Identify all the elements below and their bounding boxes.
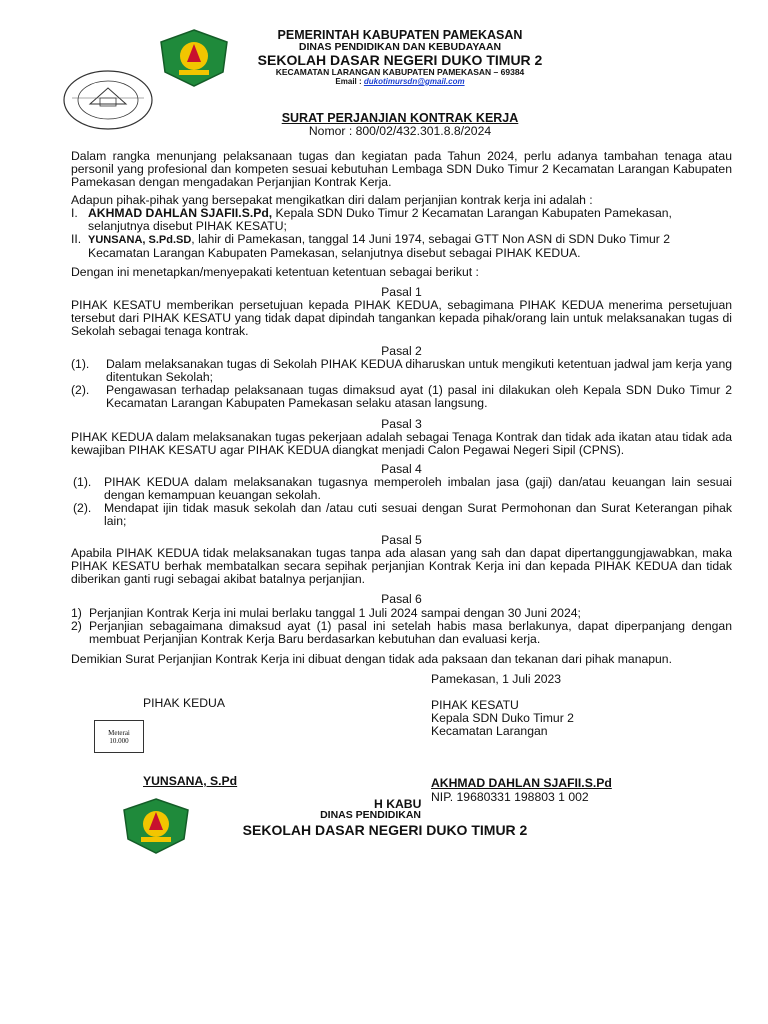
pasal-4-item-1-number: (1). — [73, 475, 92, 489]
party2-number: II. — [71, 232, 82, 246]
right-signer-name: AKHMAD DAHLAN SJAFII.S.Pd — [431, 776, 612, 790]
pasal-2-item-2-number: (2). — [71, 383, 90, 397]
pasal-2-item-1-number: (1). — [71, 357, 90, 371]
header-email: Email : dukotimursdn@gmail.com — [335, 77, 465, 86]
pasal-6-item-2-text: Perjanjian sebagaimana dimaksud ayat (1) pasal ini setelah habis masa berlakunya, dapat diperpanjang dengan membuat Perjanjian Kontrak Kerja Baru berdasarkan kebutuhan dan evaluasi kerja. — [89, 619, 732, 647]
pasal-4-title: Pasal 4 — [381, 462, 422, 476]
right-signer-nip: NIP. 19680331 198803 1 002 — [431, 790, 589, 804]
pasal-2-item-1-text: Dalam melaksanakan tugas di Sekolah PIHAK KEDUA diharuskan untuk mengikuti ketentuan jadwal jam kerja yang ditentukan Sekolah; — [106, 357, 732, 385]
pasal-2-item-2-text: Pengawasan terhadap pelaksanaan tugas dimaksud ayat (1) pasal ini dilakukan oleh Kepala SDN Duko Timur 2 Kecamatan Larangan Kabupaten Pamekasan selaku atasan langsung. — [106, 383, 732, 411]
pasal-1-text: PIHAK KESATU memberikan persetujuan kepada PIHAK KEDUA, sebagimana PIHAK KEDUA menerima persetujuan tersebut dari PIHAK KESATU yang tidak dapat dipindah tangankan kepada pihak/orang lain untuk melaksanakan tugas di Sekolah sebagai tenaga kontrak. — [71, 298, 732, 339]
party2-text: YUNSANA, S.Pd.SD, lahir di Pamekasan, tanggal 14 Juni 1974, sebagai GTT Non ASN di SDN Duko Timur 2 Kecamatan Larangan Kabupaten Pamekasan, selanjutnya disebut sebagai PIHAK KEDUA. — [88, 232, 671, 261]
left-party-role: PIHAK KEDUA — [143, 696, 225, 710]
pasal-4-item-1-text: PIHAK KEDUA dalam melaksanakan tugasnya memperoleh imbalan jasa (gaji) dan/atau keuangan lain sesuai dengan kemampuan keuangan sekolah. — [104, 475, 732, 503]
header-government: PEMERINTAH KABUPATEN PAMEKASAN — [277, 28, 523, 42]
header-address: KECAMATAN LARANGAN KABUPATEN PAMEKASAN – 69384 — [275, 67, 525, 77]
footer-department-partial: DINAS PENDIDIKAN — [320, 810, 421, 819]
party1-text: AKHMAD DAHLAN SJAFII.S.Pd, Kepala SDN Duko Timur 2 Kecamatan Larangan Kabupaten Pamekasan, selanjutnya disebut PIHAK KESATU; — [88, 206, 672, 234]
pasal-4-item-2-number: (2). — [73, 501, 92, 515]
pasal-6-item-1-number: 1) — [71, 606, 82, 620]
pasal-3-text: PIHAK KEDUA dalam melaksanakan tugas pekerjaan adalah sebagai Tenaga Kontrak dan tidak ada ikatan atau tidak ada kewajiban PIHAK KESATU agar PIHAK KEDUA diangkat menjadi Calon Pegawai Negeri Sipil (CPNS). — [71, 430, 732, 458]
document-number: Nomor : 800/02/432.301.8.8/2024 — [308, 124, 492, 138]
pasal-6-item-2-number: 2) — [71, 619, 82, 633]
footer-school-name: SEKOLAH DASAR NEGERI DUKO TIMUR 2 — [242, 822, 528, 838]
party2-name: YUNSANA, S.Pd.SD — [88, 234, 192, 246]
left-signer-name: YUNSANA, S.Pd — [143, 774, 238, 788]
school-seal-stamp — [62, 68, 154, 132]
right-party-title-1: Kepala SDN Duko Timur 2 — [431, 711, 574, 725]
closing-text: Demikian Surat Perjanjian Kontrak Kerja ini dibuat dengan tidak ada paksaan dan tekanan dari pihak manapun. — [71, 652, 672, 666]
pasal-1-title: Pasal 1 — [381, 285, 422, 299]
footer-logo — [120, 797, 192, 855]
meterai-label: Meterai — [108, 729, 130, 737]
footer-header-partial: H KABU — [374, 797, 422, 811]
pasal-6-title: Pasal 6 — [381, 592, 422, 606]
intro-paragraph: Dalam rangka menunjang pelaksanaan tugas dan kegiatan pada Tahun 2024, perlu adanya tambahan tenaga atau personil yang profesional dan kompeten sesuai kebutuhan Lembaga SDN Duko Timur 2 Kecamatan Larangan Kabupaten Pamekasan dengan mengadakan Perjanjian Kontrak Kerja. — [71, 149, 732, 190]
pasal-5-text: Apabila PIHAK KEDUA tidak melaksanakan tugas tanpa ada alasan yang sah dan dapat dipertanggungjawabkan, maka PIHAK KESATU berhak membatalkan secara sepihak perjanjian Kontrak Kerja ini dan kepada PIHAK KEDUA dan tidak diberikan ganti rugi sebagai akibat batalnya perjanjian. — [71, 546, 732, 587]
pasal-5-title: Pasal 5 — [381, 533, 422, 547]
header-school-name: SEKOLAH DASAR NEGERI DUKO TIMUR 2 — [257, 52, 543, 68]
document-title: SURAT PERJANJIAN KONTRAK KERJA — [281, 111, 519, 125]
pasal-6-item-1-text: Perjanjian Kontrak Kerja ini mulai berlaku tanggal 1 Juli 2024 sampai dengan 30 Juni 2024; — [89, 606, 581, 620]
email-link[interactable]: dukotimursdn@gmail.com — [363, 77, 465, 86]
pasal-4-item-2-text: Mendapat ijin tidak masuk sekolah dan /atau cuti sesuai dengan Surat Permohonan dan Surat Keterangan pihak lain; — [104, 501, 732, 529]
right-party-title-2: Kecamatan Larangan — [431, 724, 548, 738]
party1-number: I. — [71, 206, 78, 220]
pasal-3-title: Pasal 3 — [381, 417, 422, 431]
establish-text: Dengan ini menetapkan/menyepakati ketentuan ketentuan sebagai berikut : — [71, 265, 479, 279]
meterai-stamp-box — [94, 720, 144, 753]
meterai-value: 10.000 — [109, 737, 129, 745]
right-party-role: PIHAK KESATU — [431, 698, 519, 712]
place-date: Pamekasan, 1 Juli 2023 — [431, 672, 562, 686]
party1-name: AKHMAD DAHLAN SJAFII.S.Pd, — [88, 206, 273, 220]
pasal-2-title: Pasal 2 — [381, 344, 422, 358]
parties-intro: Adapun pihak-pihak yang bersepakat mengikatkan diri dalam perjanjian kontrak kerja ini adalah : — [71, 193, 593, 207]
header-department: DINAS PENDIDIKAN DAN KEBUDAYAAN — [298, 41, 502, 53]
